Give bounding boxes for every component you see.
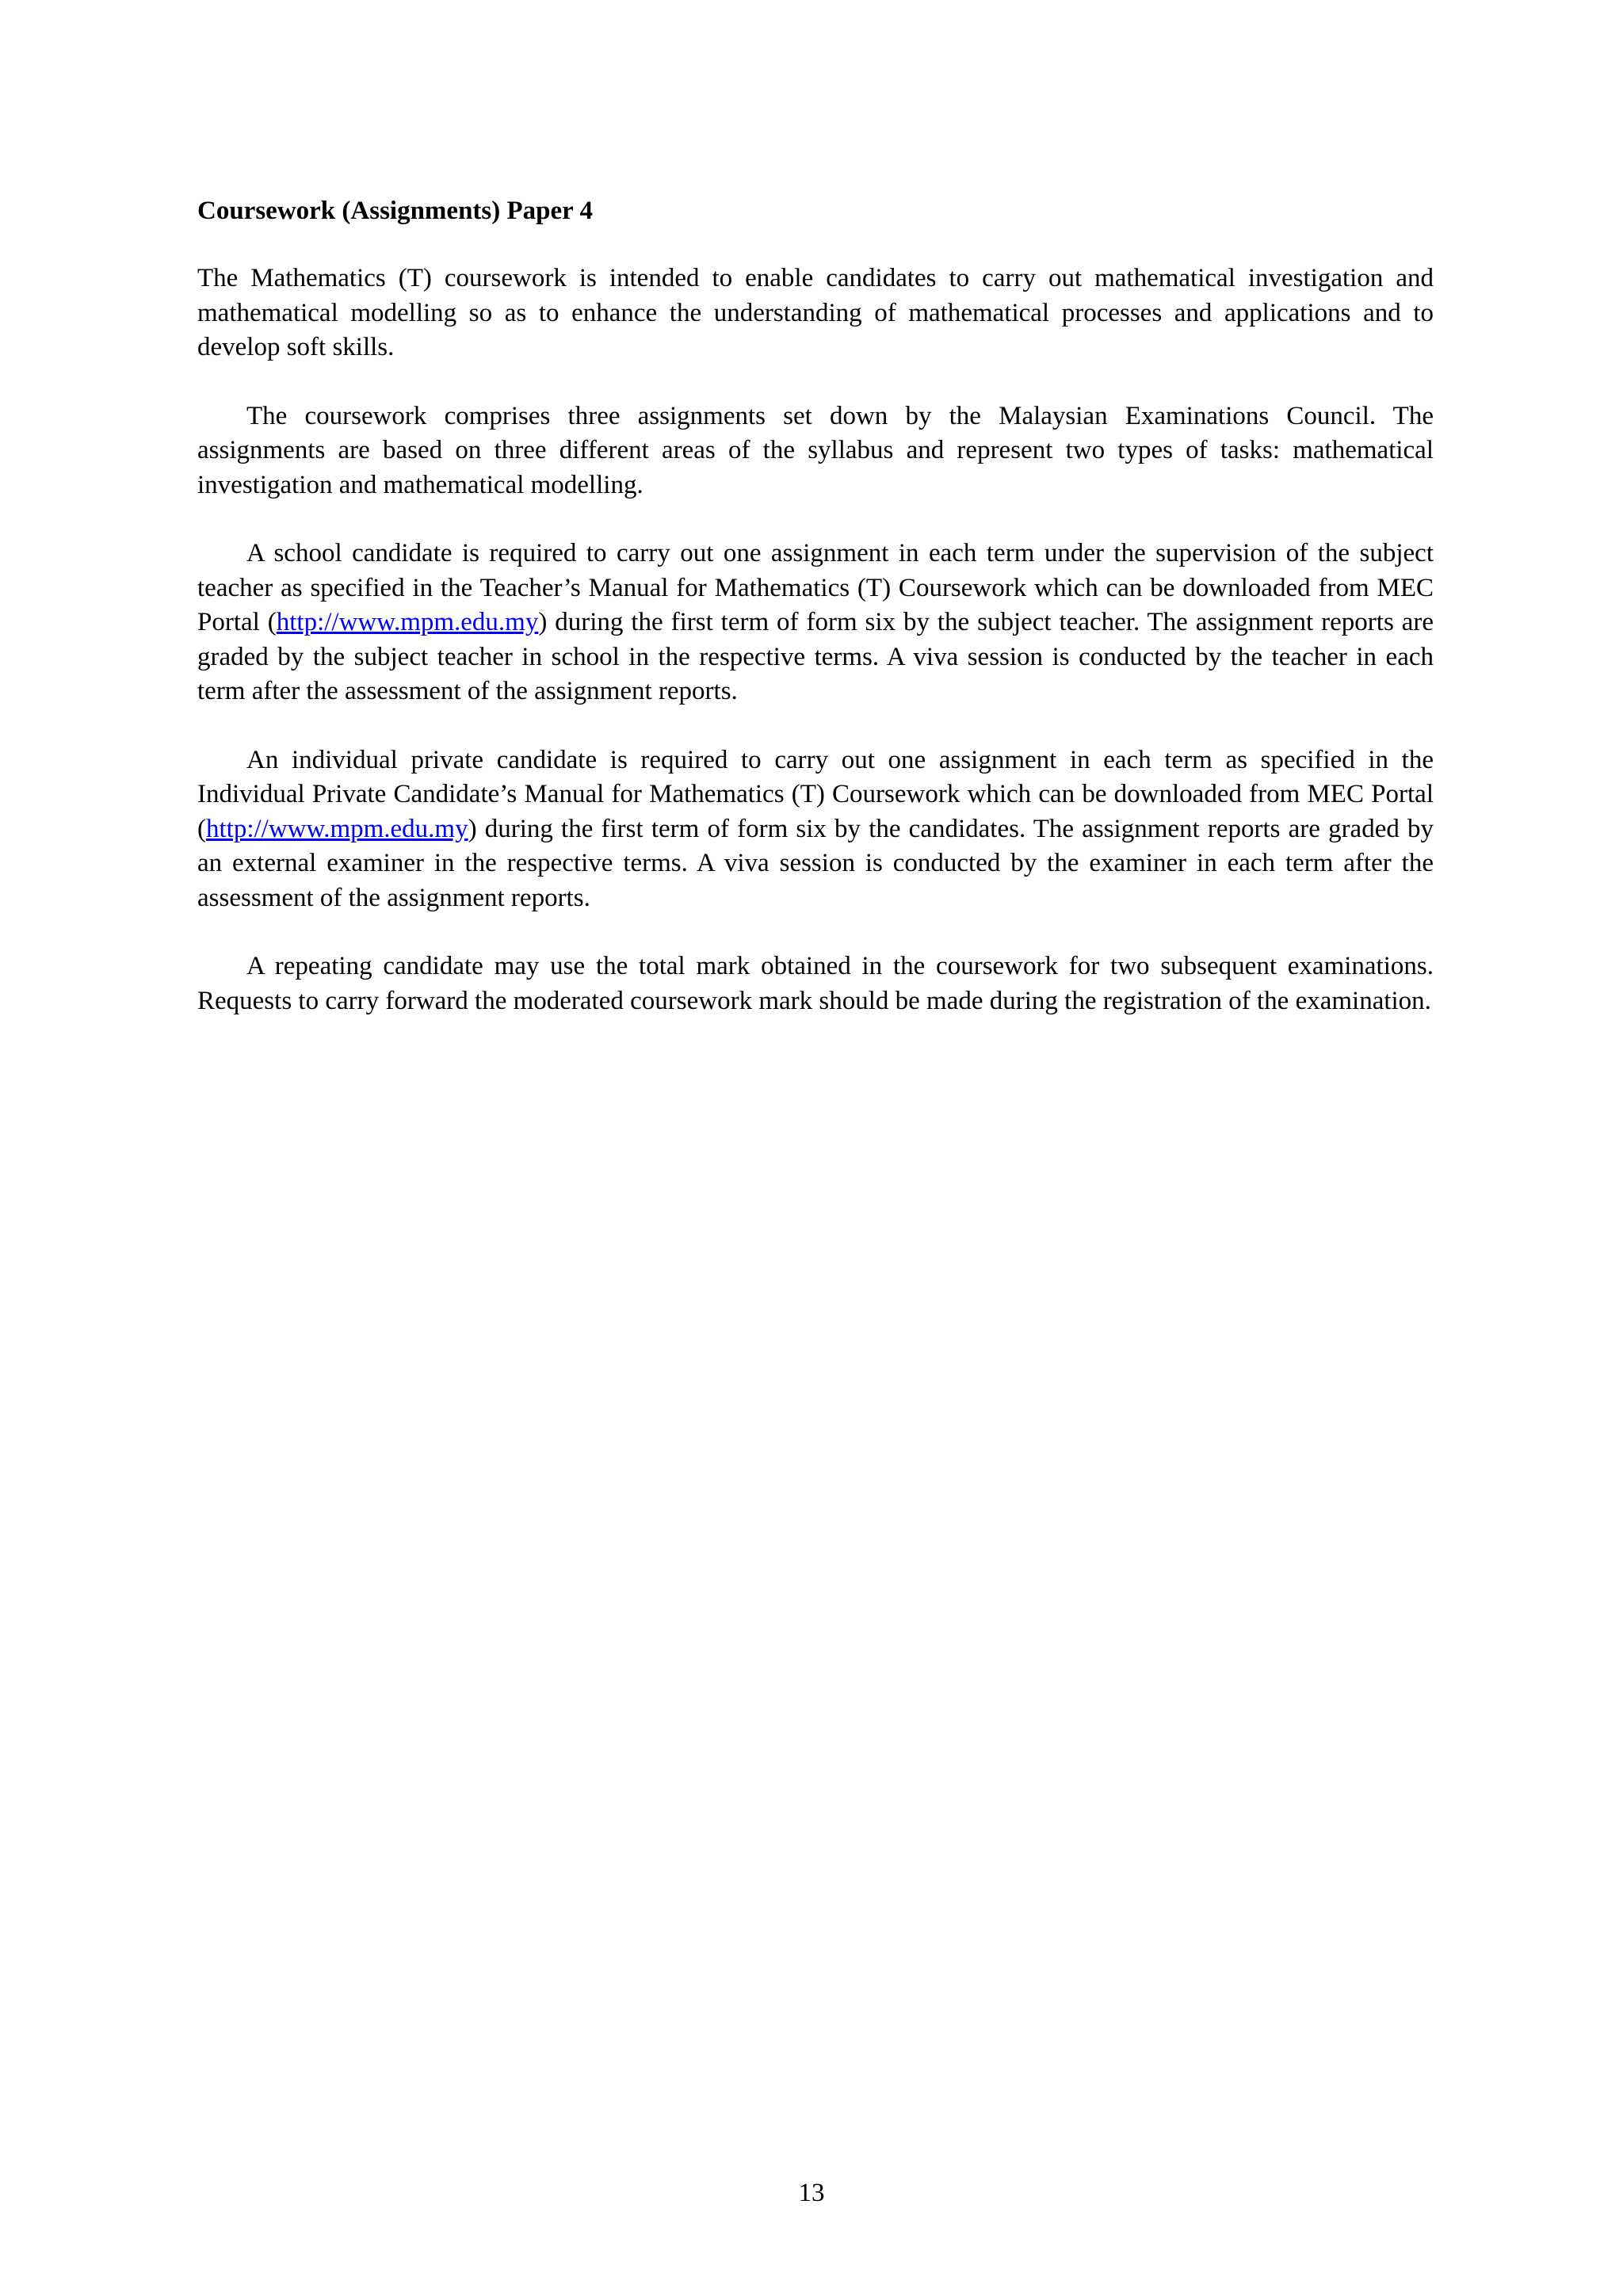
paragraph-text: A school candidate is required to carry out one assignment in each term under the supervision of the subject teacher as specified in the Teacher’s Manual for Mathematics (T) Coursework which can be downloaded from MEC Portal ( — [197, 539, 1434, 636]
paragraph-text: ) during the first term of form six by the subject teacher. The assignment reports are graded by the subject teacher in school in the respective terms. A viva session is conducted by the teacher in each term after the assessment of the assignment reports. — [197, 608, 1434, 705]
section-heading: Coursework (Assignments) Paper 4 — [197, 197, 593, 225]
paragraph-private-candidate — [197, 743, 1434, 916]
mec-portal-link[interactable]: http://www.mpm.edu.my — [206, 814, 468, 843]
page-number: 13 — [798, 2179, 825, 2207]
document-page — [197, 193, 1434, 1052]
paragraph-repeating-candidate: A repeating candidate may use the total mark obtained in the coursework for two subsequent examinations. Requests to carry forward the moderated coursework mark should be made during the registration of the examination. — [197, 952, 1434, 1015]
mec-portal-link[interactable]: http://www.mpm.edu.my — [276, 608, 539, 636]
paragraph-text: ) during the first term of form six by the candidates. The assignment reports are graded by an external examiner in the respective terms. A viva session is conducted by the examiner in each term after the assessment of the assignment reports. — [197, 814, 1434, 912]
paragraph-intro: The Mathematics (T) coursework is intended to enable candidates to carry out mathematical investigation and mathematical modelling so as to enhance the understanding of mathematical processes and applications and to develop soft skills. — [197, 264, 1434, 361]
paragraph-text: An individual private candidate is required to carry out one assignment in each term as specified in the Individual Private Candidate’s Manual for Mathematics (T) Coursework which can be downloaded from MEC Portal ( — [197, 745, 1434, 843]
paragraph-assignments: The coursework comprises three assignments set down by the Malaysian Examinations Council. The assignments are based on three different areas of the syllabus and represent two types of tasks: mathematical investigation and mathematical modelling. — [197, 401, 1434, 499]
paragraph-school-candidate — [197, 537, 1434, 709]
